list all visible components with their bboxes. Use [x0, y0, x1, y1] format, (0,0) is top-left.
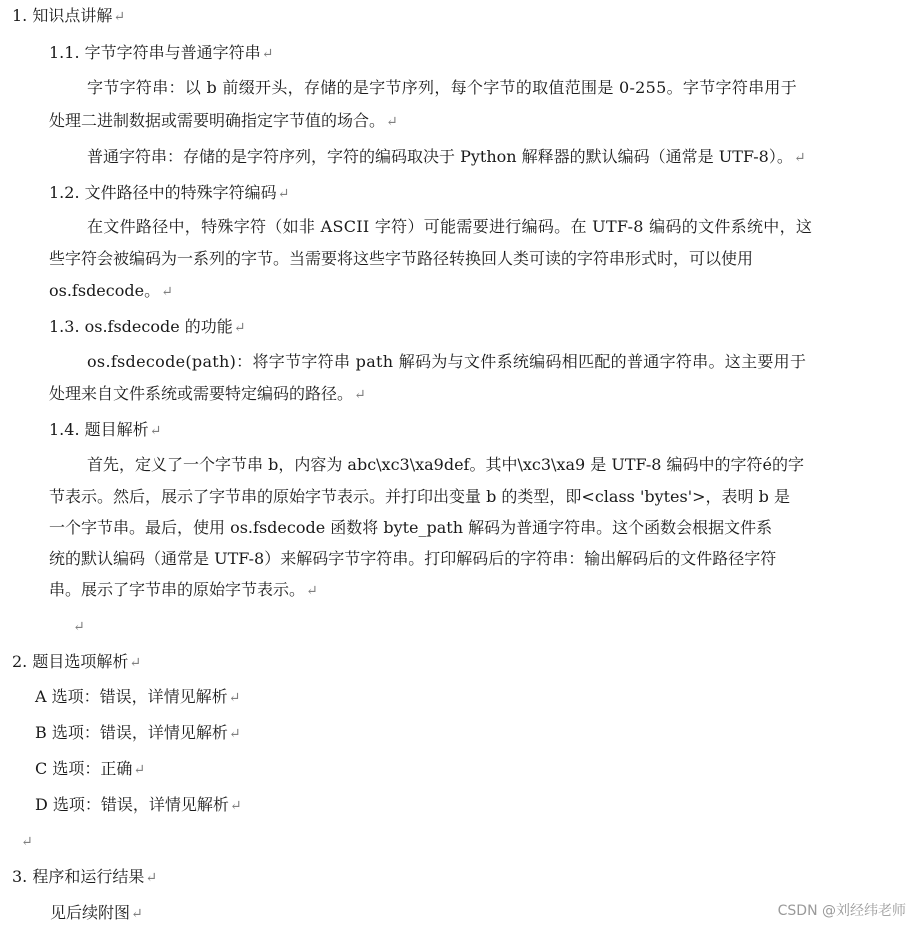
paragraph-mark-icon: ↵ — [306, 583, 318, 599]
paragraph-line: os.fsdecode(path)：将字节字符串 path 解码为与文件系统编码相匹配的普通字符串。这主要用于 — [87, 352, 807, 371]
paragraph-mark-icon: ↵ — [228, 690, 241, 706]
paragraph-line: 处理二进制数据或需要明确指定字节值的场合。↵ — [49, 111, 398, 130]
section-3-heading: 3. 程序和运行结果↵ — [12, 867, 158, 886]
subsection-1-3-heading: 1.3. os.fsdecode 的功能↵ — [49, 317, 246, 336]
paragraph-mark-icon: ↵ — [21, 834, 33, 850]
section-1-heading: 1. 知识点讲解↵ — [12, 6, 126, 25]
paragraph-line: os.fsdecode。↵ — [49, 281, 173, 300]
paragraph-mark-icon: ↵ — [793, 150, 806, 166]
paragraph-mark-icon: ↵ — [129, 655, 142, 671]
paragraph-line: 处理来自文件系统或需要特定编码的路径。↵ — [49, 384, 366, 403]
paragraph-line: 串。展示了字节串的原始字节表示。↵ — [49, 580, 318, 599]
paragraph-mark-icon: ↵ — [145, 870, 158, 886]
empty-paragraph — [72, 615, 85, 638]
csdn-watermark: CSDN @刘经纬老师 — [777, 903, 906, 919]
section-3-text: 见后续附图↵ — [50, 903, 143, 922]
paragraph-mark-icon: ↵ — [149, 423, 162, 439]
paragraph-line: 统的默认编码（通常是 UTF-8）来解码字节字符串。打印解码后的字符串：输出解码后的文件路径字符 — [49, 549, 777, 568]
paragraph-mark-icon: ↵ — [354, 387, 366, 403]
section-2-heading: 2. 题目选项解析↵ — [12, 652, 142, 671]
empty-paragraph — [20, 830, 33, 853]
paragraph-line: 在文件路径中，特殊字符（如非 ASCII 字符）可能需要进行编码。在 UTF-8 编码的文件系统中，这 — [87, 217, 813, 236]
paragraph-line: 一个字节串。最后，使用 os.fsdecode 函数将 byte_path 解码为普通字符串。这个函数会根据文件系 — [49, 518, 773, 537]
paragraph-mark-icon: ↵ — [131, 906, 143, 922]
paragraph-line: 字节字符串：以 b 前缀开头，存储的是字节序列，每个字节的取值范围是 0-255。字节字符串用于 — [87, 78, 798, 97]
option-d: D 选项：错误，详情见解析↵ — [35, 795, 242, 814]
paragraph-line: 节表示。然后，展示了字节串的原始字节表示。并打印出变量 b 的类型，即<class 'bytes'>，表明 b 是 — [49, 487, 790, 506]
paragraph-line: 首先，定义了一个字节串 b，内容为 abc\xc3\xa9def。其中\xc3\xa9 是 UTF-8 编码中的字符é的字 — [87, 455, 805, 474]
paragraph-line: 些字符会被编码为一系列的字节。当需要将这些字节路径转换回人类可读的字符串形式时，可以使用 — [49, 249, 754, 268]
paragraph-mark-icon: ↵ — [113, 9, 126, 25]
paragraph-line: 普通字符串：存储的是字符序列，字符的编码取决于 Python 解释器的默认编码（通常是 UTF-8）。↵ — [87, 147, 806, 166]
option-b: B 选项：错误，详情见解析↵ — [35, 723, 241, 742]
paragraph-mark-icon: ↵ — [261, 46, 274, 62]
paragraph-mark-icon: ↵ — [133, 762, 146, 778]
option-a: A 选项：错误，详情见解析↵ — [35, 687, 241, 706]
option-c: C 选项：正确↵ — [35, 759, 146, 778]
subsection-1-2-heading: 1.2. 文件路径中的特殊字符编码↵ — [49, 183, 290, 202]
paragraph-mark-icon: ↵ — [161, 284, 173, 300]
paragraph-mark-icon: ↵ — [73, 619, 85, 635]
subsection-1-1-heading: 1.1. 字节字符串与普通字符串↵ — [49, 43, 274, 62]
paragraph-mark-icon: ↵ — [233, 320, 246, 336]
paragraph-mark-icon: ↵ — [386, 114, 398, 130]
paragraph-mark-icon: ↵ — [229, 798, 242, 814]
paragraph-mark-icon: ↵ — [228, 726, 241, 742]
subsection-1-4-heading: 1.4. 题目解析↵ — [49, 420, 162, 439]
paragraph-mark-icon: ↵ — [277, 186, 290, 202]
